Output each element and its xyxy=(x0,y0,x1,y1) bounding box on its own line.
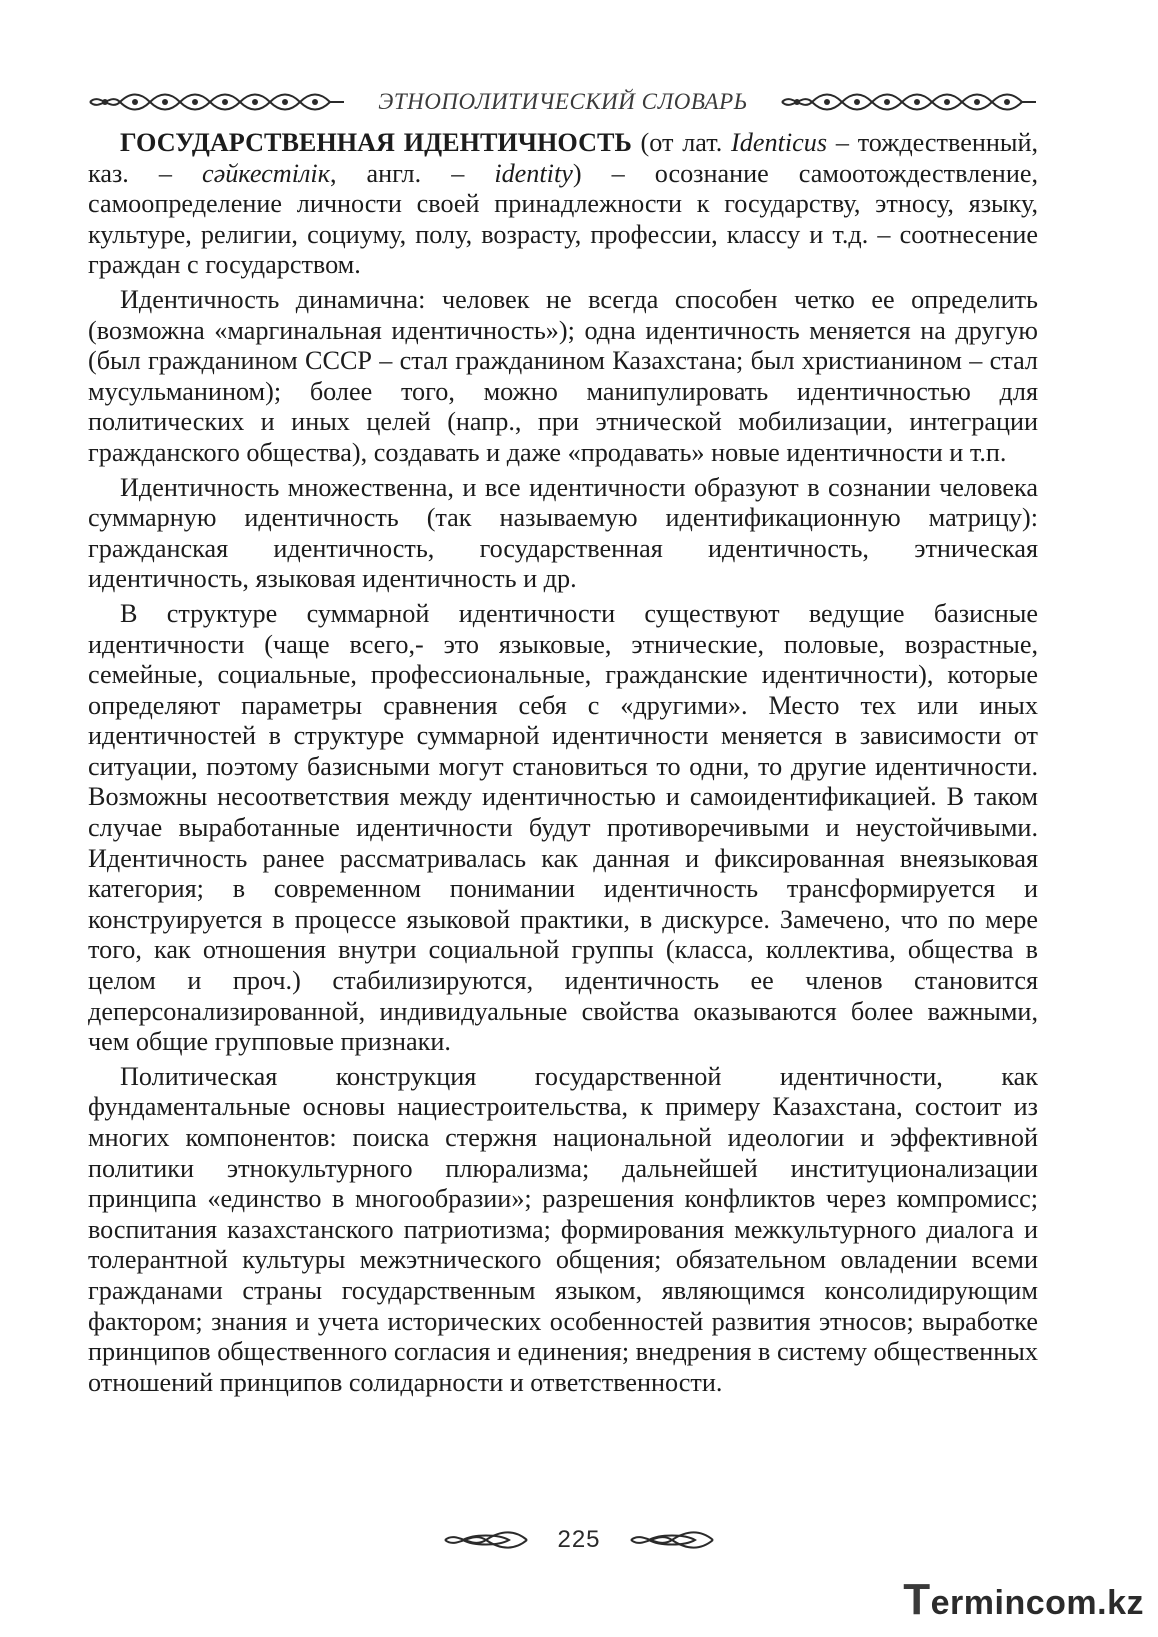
page-number: 225 xyxy=(557,1526,601,1553)
swirl-right-icon xyxy=(629,1528,715,1552)
ornament-right-icon xyxy=(780,88,1038,116)
watermark-initial: T xyxy=(903,1575,931,1624)
ornament-left-icon xyxy=(88,88,346,116)
paragraph: В структуре суммарной идентичности существуют ведущие базисные идентичности (чаще всего,- это языковые, этнические, половые, возрастные, семейные, социальные, профессиональные, гражданские идентичности), которые определяют параметры сравнения себя с «другими». Место тех или иных идентичностей в структуре суммарной идентичности меняется в зависимости от ситуации, поэтому базисными могут становиться то одни, то другие идентичности. Возможны несоответствия между идентичностью и самоидентификацией. В таком случае выработанные идентичности будут противоречивыми и неустойчивыми. Идентичность ранее рассматривалась как данная и фиксированная внеязыковая категория; в современном понимании идентичность трансформируется и конструируется в процессе языковой практики, в дискурсе. Замечено, что по мере того, как отношения внутри социальной группы (класса, коллектива, общества в целом и проч.) стабилизируются, идентичность ее членов становится деперсонализированной, индивидуальные свойства оказываются более важными, чем общие групповые признаки. xyxy=(88,598,1038,1057)
header-title: ЭТНОПОЛИТИЧЕСКИЙ СЛОВАРЬ xyxy=(378,89,748,114)
watermark-text: ermincom.kz xyxy=(930,1584,1144,1622)
paragraph: Идентичность динамична: человек не всегда способен четко ее определить (возможна «маргинальная идентичность»); одна идентичность меняется на другую (был гражданином СССР – стал гражданином Казахстана; был христианином – стал мусульманином); более того, можно манипулировать идентичностью для политических и иных целей (напр., при этнической мобилизации, интеграции гражданского общества), создавать и даже «продавать» новые идентичности и т.п. xyxy=(88,284,1038,467)
etym-latin: Identicus xyxy=(731,128,828,157)
paragraph: Политическая конструкция государственной идентичности, как фундаментальные основы нациестроительства, к примеру Казахстана, состоит из многих компонентов: поиска стержня национальной идеологии и эффективной политики этнокультурного плюрализма; дальнейшей институционализации принципа «единство в многообразии»; разрешения конфликтов через компромисс; воспитания казахстанского патриотизма; формирования межкультурного диалога и толерантной культуры межэтнического общения; обязательном овладении всеми гражданами страны государственным языком, являющимся консолидирующим фактором; знания и учета исторических особенностей развития этносов; выработке принципов общественного согласия и единения; внедрения в систему общественных отношений принципов солидарности и ответственности. xyxy=(88,1061,1038,1397)
page-footer xyxy=(0,1520,1158,1560)
etym-part: , англ. – xyxy=(329,158,495,188)
paragraph: Идентичность множественна, и все идентичности образуют в сознании человека суммарную идентичность (так называемую идентификационную матрицу): гражданская идентичность, государственная идентичность, этническая идентичность, языковая идентичность и др. xyxy=(88,472,1038,594)
entry-definition xyxy=(88,128,1038,281)
entry-body xyxy=(88,128,1038,1402)
etym-part: (от лат. xyxy=(631,128,732,157)
swirl-left-icon xyxy=(443,1528,529,1552)
entry-term: ГОСУДАРСТВЕННАЯ ИДЕНТИЧНОСТЬ xyxy=(120,128,632,157)
etym-english: identity xyxy=(494,158,573,188)
definition-text: ) – осознание самоотождествление, самоопределение личности своей принадлежности к государству, этносу, языку, культуре, религии, социуму, полу, возрасту, профессии, классу и т.д. – соотнесение граждан с государством. xyxy=(88,158,1039,280)
running-header xyxy=(88,84,1038,120)
etym-kazakh: сәйкестілік xyxy=(201,158,330,188)
site-watermark-logo xyxy=(903,1575,1144,1625)
etym-part: – тождественный, каз. – xyxy=(88,128,1039,188)
